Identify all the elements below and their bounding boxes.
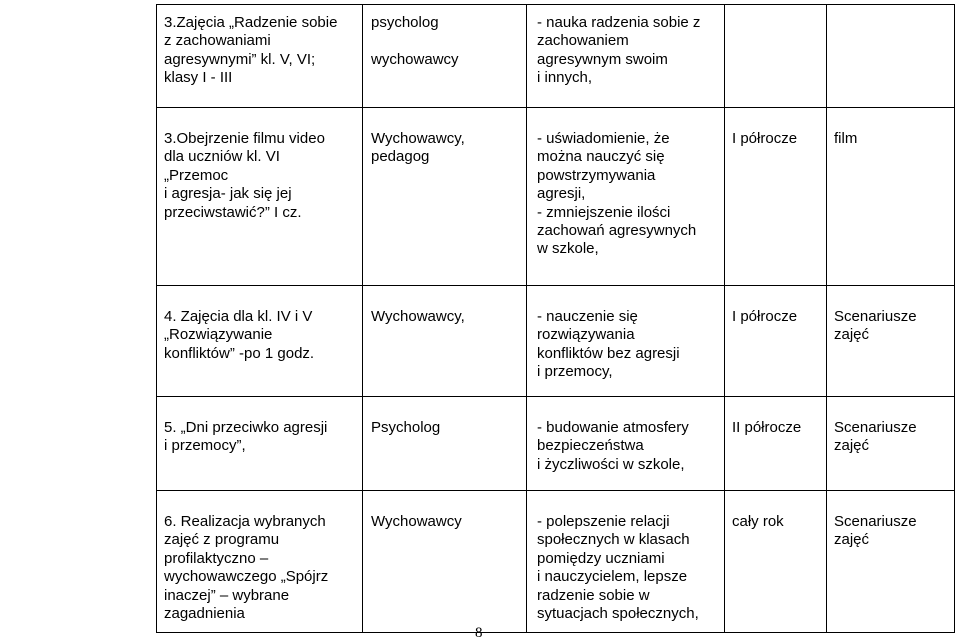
activities-table (156, 4, 955, 633)
activity-cell: 3.Zajęcia „Radzenie sobie z zachowaniami agresywnymi” kl. V, VI; klasy I - III (157, 5, 363, 108)
responsible-cell: Wychowawcy, pedagog (363, 108, 527, 286)
activity-cell: 6. Realizacja wybranych zajęć z programu profilaktyczno – wychowawczego „Spójrz inaczej” – wybrane zagadnienia (157, 491, 363, 633)
goal-cell: - polepszenie relacji społecznych w klasach pomiędzy uczniami i nauczycielem, lepsze radzenie sobie w sytuacjach społecznych, (527, 491, 725, 633)
materials-cell: film (827, 108, 955, 286)
materials-cell: Scenariusze zajęć (827, 286, 955, 397)
term-cell: I półrocze (725, 108, 827, 286)
table-row (157, 108, 955, 286)
page-number: 8 (475, 625, 483, 641)
goal-cell: - nauka radzenia sobie z zachowaniem agresywnym swoim i innych, (527, 5, 725, 108)
materials-cell: Scenariusze zajęć (827, 397, 955, 491)
activity-cell: 3.Obejrzenie filmu video dla uczniów kl. VI „Przemoc i agresja- jak się jej przeciwstawić?” I cz. (157, 108, 363, 286)
responsible-cell: psycholog wychowawcy (363, 5, 527, 108)
term-cell: cały rok (725, 491, 827, 633)
materials-cell (827, 5, 955, 108)
table-row (157, 5, 955, 108)
term-cell (725, 5, 827, 108)
responsible-cell: Wychowawcy (363, 491, 527, 633)
goal-cell: - budowanie atmosfery bezpieczeństwa i życzliwości w szkole, (527, 397, 725, 491)
materials-cell: Scenariusze zajęć (827, 491, 955, 633)
table-row (157, 286, 955, 397)
goal-cell: - nauczenie się rozwiązywania konfliktów bez agresji i przemocy, (527, 286, 725, 397)
goal-cell: - uświadomienie, że można nauczyć się powstrzymywania agresji, - zmniejszenie ilości zachowań agresywnych w szkole, (527, 108, 725, 286)
table-row (157, 491, 955, 633)
term-cell: II półrocze (725, 397, 827, 491)
table-row (157, 397, 955, 491)
activity-cell: 4. Zajęcia dla kl. IV i V „Rozwiązywanie konfliktów” -po 1 godz. (157, 286, 363, 397)
activity-cell: 5. „Dni przeciwko agresji i przemocy”, (157, 397, 363, 491)
responsible-cell: Wychowawcy, (363, 286, 527, 397)
term-cell: I półrocze (725, 286, 827, 397)
responsible-cell: Psycholog (363, 397, 527, 491)
